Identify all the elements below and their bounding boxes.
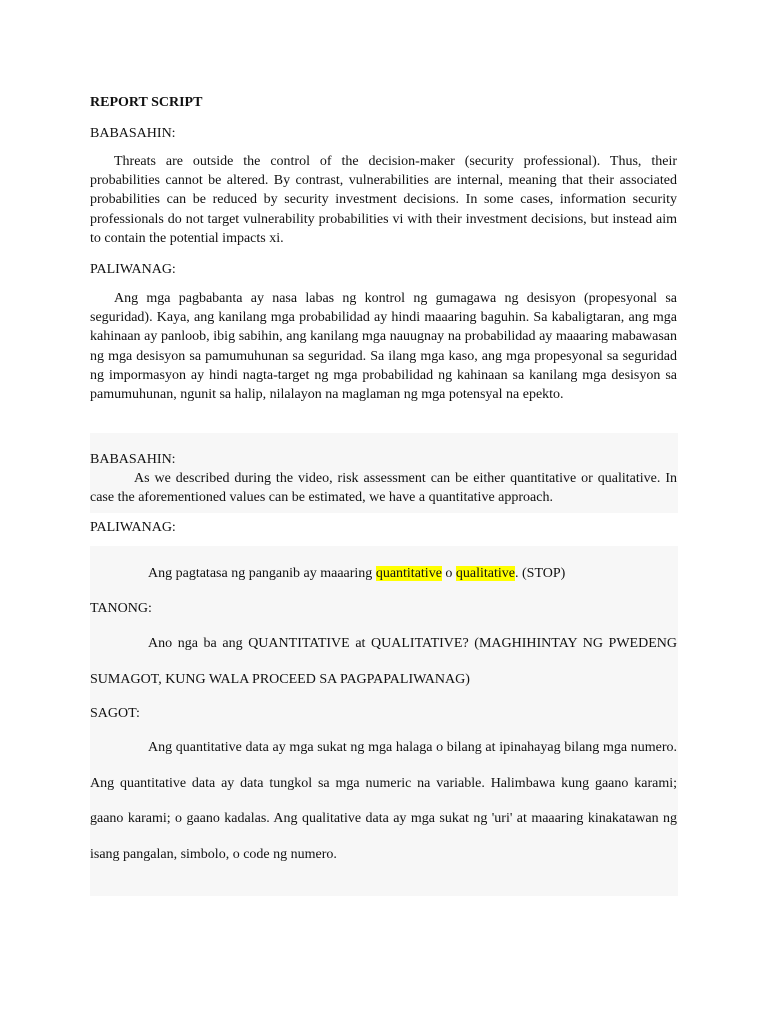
answer-label: SAGOT: (90, 706, 140, 721)
paliwanag-paragraph-1: Ang mga pagbabanta ay nasa labas ng kontrol ng gumagawa ng desisyon (propesyonal sa seguridad). Kaya, ang kanilang mga probabilidad ay hindi maaaring baguhin. Sa kabaligtaran, ang mga kahinaan ay panloob, ibig sabihin, ang kanilang mga nauugnay na probabilidad ay maaaring mabawasan ng mga desisyon sa pamumuhunan sa seguridad. Sa ilang mga kaso, ang mga propesyonal sa seguridad ng impormasyon ay hindi nagta-target ng mga probabilidad ng kahinaan sa kanilang mga desisyon sa pamumuhunan, ngunit sa halip, nilalayon na maglaman ng mga potensyal na epekto. (90, 291, 677, 403)
page-title: REPORT SCRIPT (90, 95, 203, 110)
babasahin-paragraph-1: Threats are outside the control of the decision-maker (security professional). Thus, their probabilities cannot be altered. By contrast, vulnerabilities are internal, meaning that their associated probabilities can be reduced by security investment decisions. In some cases, information security professionals do not target vulnerability probabilities vi with their investment decisions, but instead aim to contain the potential impacts xi. (90, 154, 677, 246)
section-label-babasahin-2: BABASAHIN: (90, 452, 176, 467)
babasahin-paragraph-2: As we described during the video, risk assessment can be either quantitative or qualitative. In case the aforementioned values can be estimated, we have a quantitative approach. (90, 471, 677, 506)
paliwanag-line-connector: o (441, 566, 456, 581)
section-label-babasahin-1: BABASAHIN: (90, 126, 176, 141)
section-label-paliwanag-1: PALIWANAG: (90, 262, 176, 277)
paliwanag-line-suffix: . (STOP) (515, 566, 566, 581)
paliwanag-line (90, 564, 677, 583)
highlight-qualitative: qualitative (455, 566, 515, 581)
question-label: TANONG: (90, 601, 152, 616)
paliwanag-line-prefix: Ang pagtatasa ng panganib ay maaaring (148, 566, 376, 581)
answer-text: Ang quantitative data ay mga sukat ng mga halaga o bilang at ipinahayag bilang mga numero. Ang quantitative data ay data tungkol sa mga numeric na variable. Halimbawa kung gaano karami; gaano karami; o gaano kadalas. Ang qualitative data ay mga sukat ng 'uri' at maaaring kinakatawan ng isang pangalan, simbolo, o code ng numero. (90, 740, 677, 862)
section-label-paliwanag-2: PALIWANAG: (90, 520, 176, 535)
highlight-quantitative: quantitative (375, 566, 442, 581)
question-text: Ano nga ba ang QUANTITATIVE at QUALITATIVE? (MAGHIHINTAY NG PWEDENG SUMAGOT, KUNG WALA PROCEED SA PAGPAPALIWANAG) (90, 636, 677, 687)
